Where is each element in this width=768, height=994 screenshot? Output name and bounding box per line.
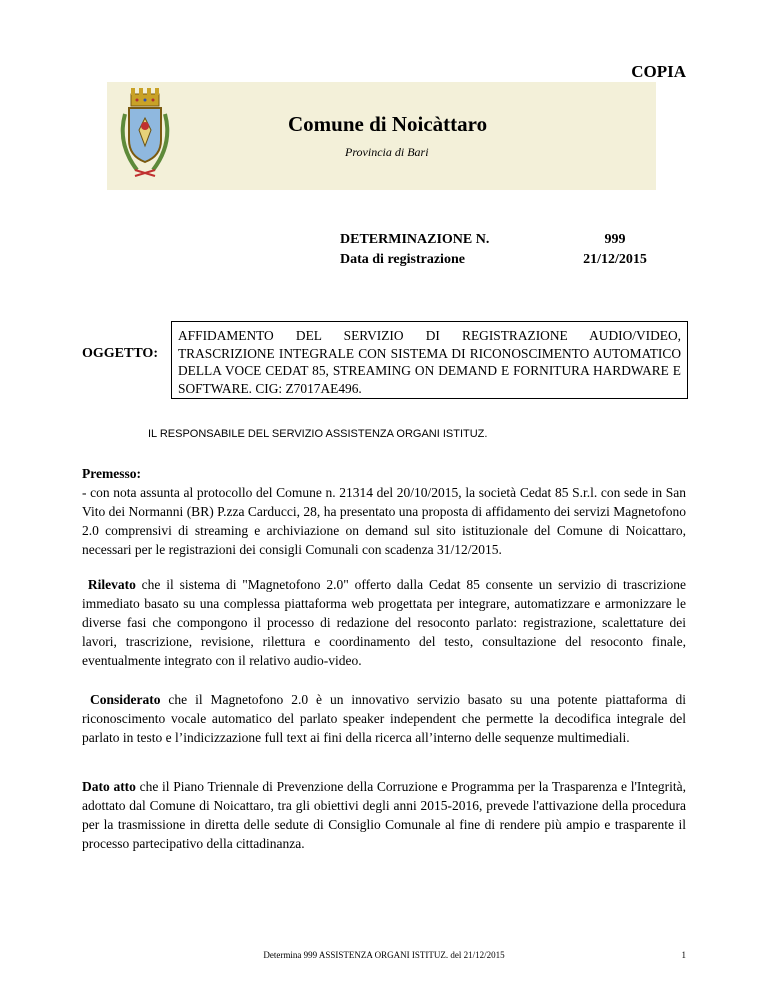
province-subtitle: Provincia di Bari xyxy=(345,145,429,159)
rilevato-lead: Rilevato xyxy=(87,577,136,592)
coat-of-arms-icon xyxy=(115,84,175,184)
rilevato-paragraph xyxy=(82,575,686,670)
considerato-lead: Considerato xyxy=(89,692,161,707)
premesso-heading: Premesso: xyxy=(82,466,141,481)
considerato-text: che il Magnetofono 2.0 è un innovativo servizio basato su una potente piattaforma di riconoscimento vocale automatico del parlato speaker independent che permette la decodifica integrale del parlato in testo e l’indicizzazione full text ai fini della ricerca all’interno delle sequenze multimediali. xyxy=(82,692,686,745)
page-footer: Determina 999 ASSISTENZA ORGANI ISTITUZ. del 21/12/2015 xyxy=(263,950,505,960)
municipality-title: Comune di Noicàttaro xyxy=(288,112,488,136)
rilevato-text: che il sistema di "Magnetofono 2.0" offerto dalla Cedat 85 consente un servizio di trascrizione immediato basato su una complessa piattaforma web progettata per integrare, automatizzare e armonizzare le diverse fasi che compongono il processo di redazione del resoconto parlato: registrazione, scalettature dei lavori, trascrizione, revisione, rilettura e coordinamento del testo, consultazione del resoconto finale, eventualmente integrato con il relativo audio-video. xyxy=(82,577,686,668)
subject-box: AFFIDAMENTO DEL SERVIZIO DI REGISTRAZIONE AUDIO/VIDEO, TRASCRIZIONE INTEGRALE CON SISTEMA DI RICONOSCIMENTO AUTOMATICO DELLA VOCE CEDAT 85, STREAMING ON DEMAND E FORNITURA HARDWARE E SOFTWARE. CIG: Z7017AE496. xyxy=(171,321,688,399)
premesso-paragraph xyxy=(82,464,686,559)
determination-values xyxy=(560,230,670,270)
registration-date-label: Data di registrazione xyxy=(340,252,465,267)
page-number: 1 xyxy=(681,950,686,960)
responsible-office: IL RESPONSABILE DEL SERVIZIO ASSISTENZA ORGANI ISTITUZ. xyxy=(148,428,488,440)
subject-label: OGGETTO: xyxy=(82,346,158,361)
considerato-paragraph xyxy=(82,690,686,747)
registration-date: 21/12/2015 xyxy=(583,252,647,267)
copy-mark: COPIA xyxy=(631,62,686,81)
determination-labels xyxy=(340,230,489,270)
determination-number: 999 xyxy=(604,232,626,247)
premesso-text: - con nota assunta al protocollo del Comune n. 21314 del 20/10/2015, la società Cedat 85 S.r.l. con sede in San Vito dei Normanni (BR) P.zza Carducci, 28, ha presentato una proposta di affidamento dei servizi Magnetofono 2.0 comprensivi di streaming e archiviazione on demand sul sito istituzionale del Comune di Noicattaro, necessari per le registrazioni dei consigli Comunali con scadenza 31/12/2015. xyxy=(82,485,686,557)
dato-atto-lead: Dato atto xyxy=(82,779,136,794)
determination-number-label: DETERMINAZIONE N. xyxy=(340,232,490,247)
dato-atto-text: che il Piano Triennale di Prevenzione della Corruzione e Programma per la Trasparenza e l'Integrità, adottato dal Comune di Noicattaro, tra gli obiettivi degli anni 2015-2016, prevede l'attivazione della procedura per la trasmissione in diretta delle sedute di Consiglio Comunale al fine di rendere più ampio e trasparente il processo partecipativo della cittadinanza. xyxy=(82,779,686,851)
dato-atto-paragraph xyxy=(82,777,686,853)
